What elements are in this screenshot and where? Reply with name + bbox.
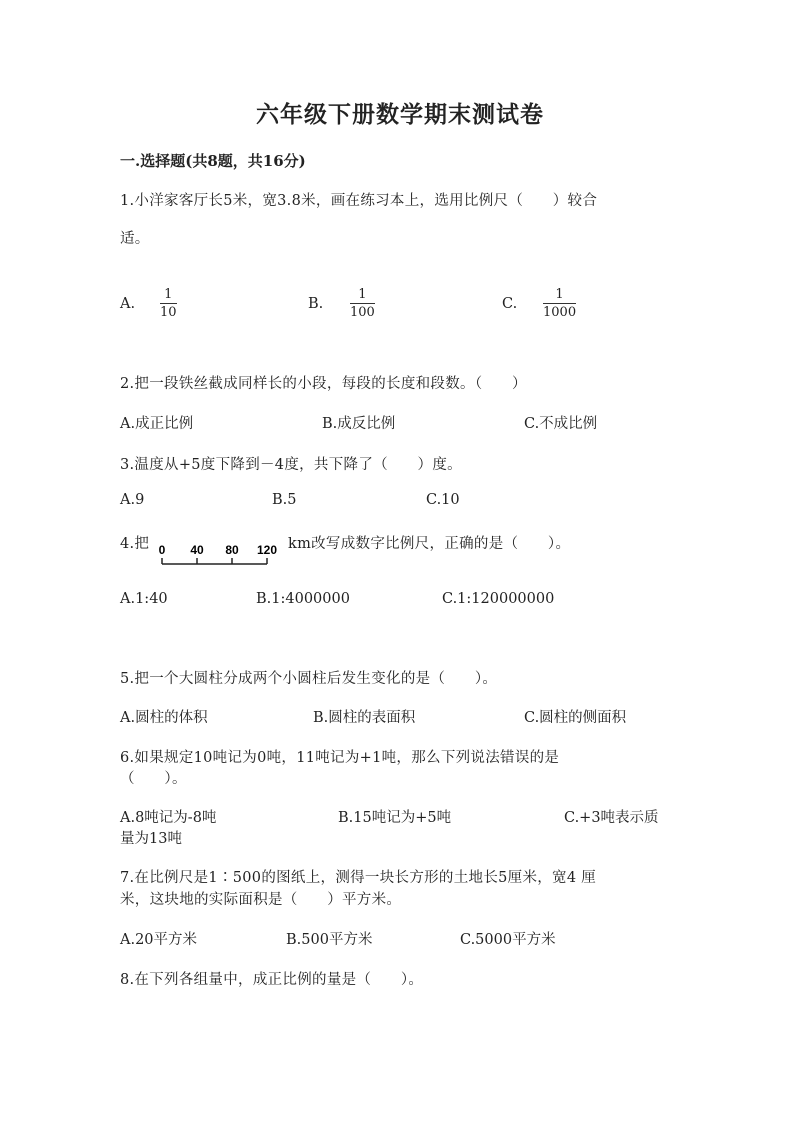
question-8-text: 8.在下列各组量中，成正比例的量是（ ）。 xyxy=(120,972,424,988)
question-7-option-c: C.5000平方米 xyxy=(460,932,556,948)
question-3-option-a: A.9 xyxy=(120,492,145,508)
question-2-option-b: B.成反比例 xyxy=(322,416,396,432)
question-5-option-b: B.圆柱的表面积 xyxy=(313,710,416,726)
question-1-option-a-label: A. xyxy=(120,296,136,312)
question-1-line-1: 1.小洋家客厅长5米，宽3.8米，画在练习本上，选用比例尺（ ）较合 xyxy=(120,193,598,209)
question-4-option-b: B.1:4000000 xyxy=(256,591,350,607)
question-7-line-2: 米，这块地的实际面积是（ ）平方米。 xyxy=(120,892,402,908)
question-3-text: 3.温度从+5度下降到－4度，共下降了（ ）度。 xyxy=(120,457,462,473)
fraction-numerator: 1 xyxy=(358,287,367,302)
section-heading: 一.选择题(共8题，共16分) xyxy=(120,152,306,170)
scale-tick-label: 80 xyxy=(225,543,239,557)
fraction-denominator: 1000 xyxy=(543,305,577,320)
question-7-line-1: 7.在比例尺是1∶500的图纸上，测得一块长方形的土地长5厘米，宽4 厘 xyxy=(120,870,597,886)
question-4-prefix: 4.把 xyxy=(120,536,150,552)
question-1-option-c-label: C. xyxy=(502,296,518,312)
question-6-line-1: 6.如果规定10吨记为0吨，11吨记为+1吨，那么下列说法错误的是 xyxy=(120,750,560,766)
question-1-option-b-label: B. xyxy=(308,296,324,312)
scale-tick-label: 120 xyxy=(256,543,278,557)
scale-tick-label: 0 xyxy=(158,543,166,557)
question-6-option-c: C.+3吨表示质 xyxy=(564,810,659,826)
question-3-option-c: C.10 xyxy=(426,492,460,508)
line-scale-diagram xyxy=(156,538,284,568)
question-5-option-c: C.圆柱的侧面积 xyxy=(524,710,627,726)
fraction-denominator: 10 xyxy=(160,305,177,320)
fraction-denominator: 100 xyxy=(350,305,375,320)
question-6-option-b: B.15吨记为+5吨 xyxy=(338,810,452,826)
question-7-option-a: A.20平方米 xyxy=(120,932,198,948)
question-7-option-b: B.500平方米 xyxy=(286,932,373,948)
question-4-option-a: A.1:40 xyxy=(120,591,168,607)
question-5-text: 5.把一个大圆柱分成两个小圆柱后发生变化的是（ ）。 xyxy=(120,671,498,687)
fraction-numerator: 1 xyxy=(164,287,173,302)
question-6-line-2: （ ）。 xyxy=(120,771,187,787)
question-2-text: 2.把一段铁丝截成同样长的小段，每段的长度和段数。（ ） xyxy=(120,376,527,392)
question-6-option-a: A.8吨记为-8吨 xyxy=(120,810,217,826)
question-2-option-a: A.成正比例 xyxy=(120,416,194,432)
question-5-option-a: A.圆柱的体积 xyxy=(120,710,208,726)
page-title: 六年级下册数学期末测试卷 xyxy=(256,101,544,128)
scale-tick-label: 40 xyxy=(190,543,204,557)
question-4-suffix: km改写成数字比例尺，正确的是（ ）。 xyxy=(288,536,571,552)
question-3-option-b: B.5 xyxy=(272,492,297,508)
question-1-option-a-fraction xyxy=(160,287,177,320)
question-1-line-2: 适。 xyxy=(120,231,150,247)
question-2-option-c: C.不成比例 xyxy=(524,416,598,432)
question-1-option-c-fraction xyxy=(543,287,576,320)
question-4-option-c: C.1:120000000 xyxy=(442,591,555,607)
question-1-option-b-fraction xyxy=(350,287,375,320)
question-6-option-c-continued: 量为13吨 xyxy=(120,831,182,847)
fraction-numerator: 1 xyxy=(555,287,564,302)
